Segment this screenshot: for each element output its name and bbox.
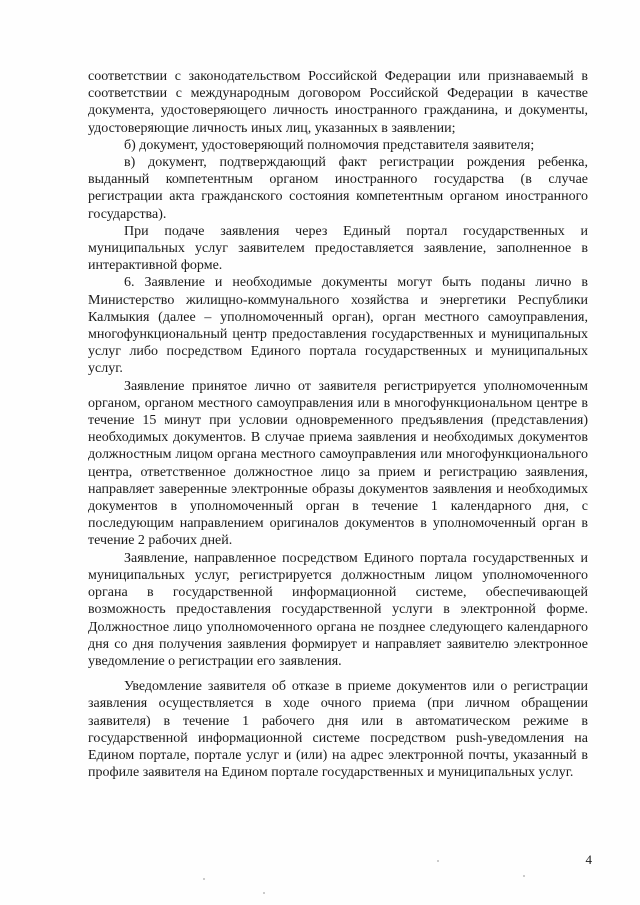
paragraph-section-6: 6. Заявление и необходимые документы могут быть поданы лично в Министерство жилищно-коммунального хозяйства и энергетики Республики Калмыкия (далее – уполномоченный орган), орган местного самоуправления, многофункциональный центр предоставления государственных и муниципальных услуг либо посредством Единого портала государственных и муниципальных услуг. <box>88 275 588 377</box>
paragraph-item-v: в) документ, подтверждающий факт регистрации рождения ребенка, выданный компетентным органом иностранного государства (в случае регистрации акта гражданского состояния компетентным органом иностранного государства). <box>88 155 588 222</box>
scan-speck <box>523 875 525 877</box>
paragraph-registration-in-person: Заявление принятое лично от заявителя регистрируется уполномоченным органом, органом местного самоуправления или в многофункциональном центре в течение 15 минут при условии одновременного предъявления (представления) необходимых документов. В случае приема заявления и необходимых документов должностным лицом органа местного самоуправления или многофункционального центра, ответственное должностное лицо за прием и регистрацию заявления, направляет заверенные электронные образы документов заявления и необходимых документов в уполномоченный орган в течение 1 календарного дня, с последующим направлением оригиналов документов в уполномоченный орган в течение 2 рабочих дней. <box>88 378 588 549</box>
scan-speck <box>437 860 439 862</box>
paragraph-continuation: соответствии с законодательством Российской Федерации или признаваемый в соответствии с международным договором Российской Федерации в качестве документа, удостоверяющего личность иностранного гражданина, и документы, удостоверяющие личность иных лиц, указанных в заявлении; <box>88 69 588 136</box>
scan-speck <box>263 892 265 894</box>
body-text <box>88 68 588 781</box>
paragraph-portal-submission: При подаче заявления через Единый портал государственных и муниципальных услуг заявителем предоставляется заявление, заполненное в интерактивной форме. <box>88 223 588 274</box>
paragraph-item-b: б) документ, удостоверяющий полномочия представителя заявителя; <box>124 137 535 153</box>
scan-speck <box>203 878 205 880</box>
page-number: 4 <box>585 852 592 867</box>
paragraph-notification: Уведомление заявителя об отказе в приеме документов или о регистрации заявления осуществляется в ходе очного приема (при личном обращении заявителя) в течение 1 рабочего дня или в автоматическом режиме в государственной информационной системе посредством push-уведомления на Едином портале, портале услуг и (или) на адрес электронной почты, указанный в профиле заявителя на Едином портале государственных и муниципальных услуг. <box>88 679 588 781</box>
paragraph-registration-portal: Заявление, направленное посредством Единого портала государственных и муниципальных услуг, регистрируется должностным лицом уполномоченного органа в государственной информационной системе, обеспечивающей возможность предоставления государственной услуги в электронной форме. Должностное лицо уполномоченного органа не позднее следующего календарного дня со дня получения заявления формирует и направляет заявителю электронное уведомление о регистрации его заявления. <box>88 550 588 669</box>
